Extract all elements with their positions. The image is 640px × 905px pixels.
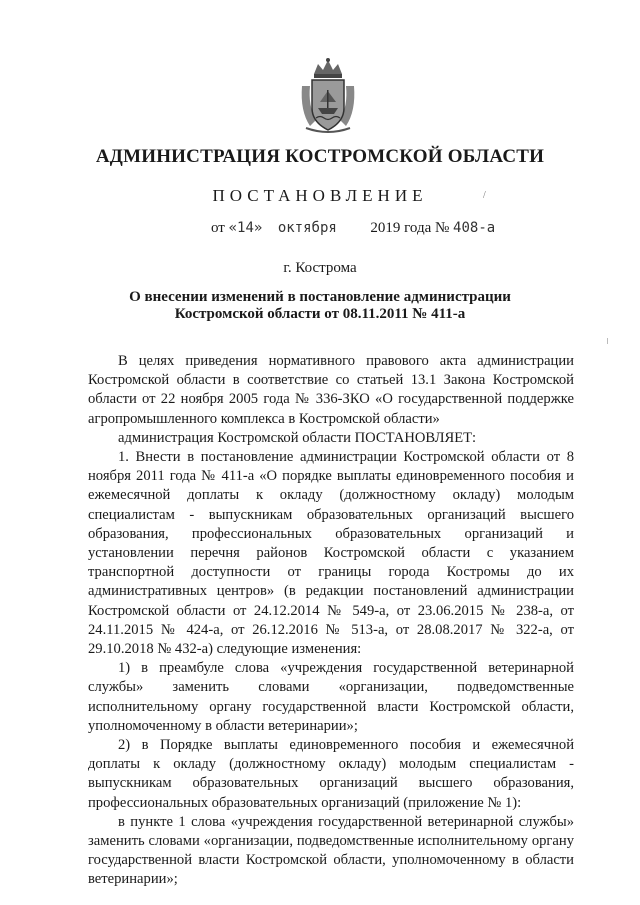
document-number: 408-а [453, 220, 496, 236]
date-month: октября [277, 220, 337, 236]
document-type: ПОСТАНОВЛЕНИЕ [212, 186, 428, 205]
body-paragraph: В целях приведения нормативного правового акта администрации Костромской области в соответствие со статьей 13.1 Закона Костромской области от 22 ноября 2005 года № 336-ЗКО «О государственной поддержке агропромышленного комплекса в Костромской области» [88, 353, 574, 427]
margin-mark [607, 338, 608, 344]
document-body [88, 352, 574, 890]
stray-mark: / [483, 190, 486, 201]
date-line [211, 220, 495, 237]
body-paragraph: в пункте 1 слова «учреждения государственной ветеринарной службы» заменить словами «организации, подведомственные исполнительному органу государственной власти Костромской области, уполномоченному в области ветеринарии»; [88, 813, 574, 888]
subject-line: О внесении изменений в постановление администрации [129, 289, 511, 305]
document-subject [0, 289, 640, 323]
body-paragraph: 1) в преамбуле слова «учреждения государственной ветеринарной службы» заменить словами «организации, подведомственные исполнительному органу государственной власти Костромской области, уполномоченному в области ветеринарии»; [88, 660, 574, 734]
body-paragraph: 1. Внести в постановление администрации Костромской области от 8 ноября 2011 года № 411-а «О порядке выплаты единовременного пособия и ежемесячной доплаты к окладу (должностному окладу) молодым специалистам - выпускникам образовательных организаций высшего образования, профессиональных образовательных организаций и установлении перечня районов Костромской области с указанием транспортной доступности от границы города Костромы до их административных центров» (в редакции постановлений администрации Костромской области от 24.12.2014 № 549-а, от 23.06.2015 № 238-а, от 24.11.2015 № 424-а, от 26.12.2016 № 513-а, от 28.08.2017 № 322-а, от 29.10.2018 № 432-а) следующие изменения: [88, 449, 574, 658]
body-paragraph: администрация Костромской области ПОСТАНОВЛЯЕТ: [118, 429, 477, 446]
date-prefix: от [211, 220, 225, 236]
subject-line: Костромской области от 08.11.2011 № 411-а [174, 306, 466, 322]
coat-of-arms-icon [296, 56, 360, 136]
date-day: «14» [228, 220, 263, 236]
city: г. Кострома [283, 260, 357, 276]
body-paragraph: 2) в Порядке выплаты единовременного пособия и ежемесячной доплаты к окладу (должностному окладу) молодым специалистам - выпускникам образовательных организаций высшего образования, профессиональных образовательных организаций (приложение № 1): [88, 737, 574, 811]
date-year: 2019 года № [370, 220, 450, 236]
organization-title: АДМИНИСТРАЦИЯ КОСТРОМСКОЙ ОБЛАСТИ [95, 146, 545, 167]
